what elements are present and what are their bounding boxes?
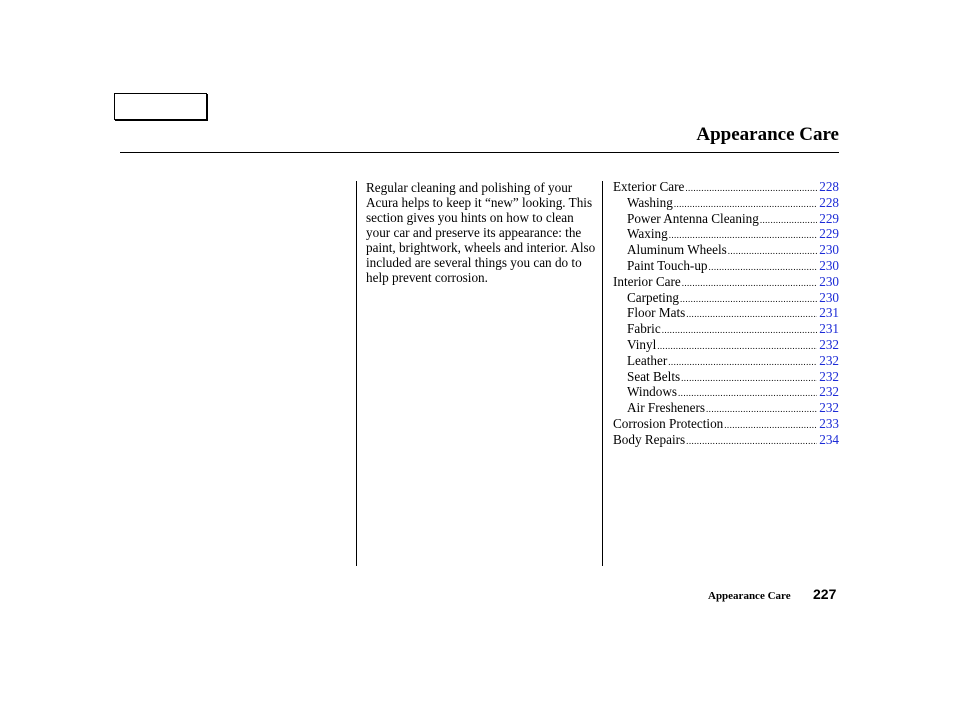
title-divider xyxy=(120,152,839,153)
toc-page-link[interactable]: 232 xyxy=(819,352,839,368)
toc-entry-label: Washing xyxy=(627,194,673,210)
toc-page-link[interactable]: 229 xyxy=(819,210,839,226)
toc-entry[interactable] xyxy=(613,259,839,275)
toc-page-link[interactable]: 231 xyxy=(819,321,839,337)
toc-entry[interactable] xyxy=(613,354,839,370)
toc-entry-label: Fabric xyxy=(627,321,661,337)
toc-page-link[interactable]: 229 xyxy=(819,226,839,242)
toc-page-link[interactable]: 232 xyxy=(819,368,839,384)
toc-entry-label: Interior Care xyxy=(613,273,681,289)
toc-leader-dots xyxy=(724,418,817,433)
toc-page-link[interactable]: 228 xyxy=(819,194,839,210)
toc-entry[interactable] xyxy=(613,180,839,196)
toc-page-link[interactable]: 231 xyxy=(819,305,839,321)
page-title: Appearance Care xyxy=(696,124,839,145)
toc-page-link[interactable]: 230 xyxy=(819,242,839,258)
toc-entry[interactable] xyxy=(613,291,839,307)
toc-entry-label: Exterior Care xyxy=(613,179,685,194)
toc-page-link[interactable]: 230 xyxy=(819,273,839,289)
toc-entry[interactable] xyxy=(613,401,839,417)
toc-leader-dots xyxy=(709,260,818,275)
toc-entry[interactable] xyxy=(613,243,839,259)
toc-entry-label: Body Repairs xyxy=(613,431,686,447)
toc-page-link[interactable]: 234 xyxy=(819,431,839,447)
toc-entry[interactable] xyxy=(613,417,839,433)
toc-leader-dots xyxy=(657,339,817,354)
toc-leader-dots xyxy=(760,213,817,228)
toc-page-link[interactable]: 228 xyxy=(819,179,839,194)
toc-leader-dots xyxy=(682,276,817,291)
toc-entry-label: Seat Belts xyxy=(627,368,681,384)
toc-entry[interactable] xyxy=(613,433,839,449)
column-divider-left xyxy=(356,181,357,566)
toc-leader-dots xyxy=(680,292,817,307)
toc-page-link[interactable]: 230 xyxy=(819,257,839,273)
toc-leader-dots xyxy=(669,228,818,243)
toc-entry[interactable] xyxy=(613,227,839,243)
toc-entry-label: Leather xyxy=(627,352,668,368)
toc-page-link[interactable]: 232 xyxy=(819,400,839,416)
toc-entry[interactable] xyxy=(613,196,839,212)
toc-leader-dots xyxy=(685,181,817,196)
toc-entry[interactable] xyxy=(613,212,839,228)
toc-entry-label: Power Antenna Cleaning xyxy=(627,210,759,226)
toc-entry[interactable] xyxy=(613,338,839,354)
toc-leader-dots xyxy=(668,355,817,370)
toc-page-link[interactable]: 232 xyxy=(819,336,839,352)
toc-leader-dots xyxy=(678,386,817,401)
toc-leader-dots xyxy=(706,402,817,417)
toc-leader-dots xyxy=(686,434,817,449)
toc-entry[interactable] xyxy=(613,275,839,291)
toc-entry-label: Vinyl xyxy=(627,336,657,352)
column-divider-right xyxy=(602,181,603,566)
toc-entry[interactable] xyxy=(613,306,839,322)
toc-entry-label: Air Fresheners xyxy=(627,400,706,416)
toc-leader-dots xyxy=(681,371,817,386)
page-number: 227 xyxy=(813,586,837,602)
toc-page-link[interactable]: 230 xyxy=(819,289,839,305)
intro-paragraph: Regular cleaning and polishing of your Acura helps to keep it “new” looking. This section gives you hints on how to clean your car and preserve its appearance: the paint, brightwork, wheels and interior. Also included are several things you can do to help prevent corrosion. xyxy=(366,180,596,285)
main-menu-button[interactable] xyxy=(114,93,207,120)
toc-leader-dots xyxy=(686,307,817,322)
toc-leader-dots xyxy=(662,323,818,338)
table-of-contents xyxy=(613,180,839,449)
toc-entry-label: Paint Touch-up xyxy=(627,257,708,273)
toc-entry[interactable] xyxy=(613,322,839,338)
toc-page-link[interactable]: 233 xyxy=(819,415,839,431)
toc-entry[interactable] xyxy=(613,370,839,386)
toc-entry-label: Carpeting xyxy=(627,289,680,305)
toc-entry-label: Floor Mats xyxy=(627,305,686,321)
footer-section-title: Appearance Care xyxy=(708,590,791,602)
toc-entry-label: Windows xyxy=(627,384,678,400)
toc-entry-label: Aluminum Wheels xyxy=(627,242,727,258)
toc-leader-dots xyxy=(674,197,817,212)
toc-entry-label: Waxing xyxy=(627,226,668,242)
toc-leader-dots xyxy=(728,244,817,259)
toc-entry-label: Corrosion Protection xyxy=(613,415,724,431)
toc-entry[interactable] xyxy=(613,385,839,401)
toc-page-link[interactable]: 232 xyxy=(819,384,839,400)
